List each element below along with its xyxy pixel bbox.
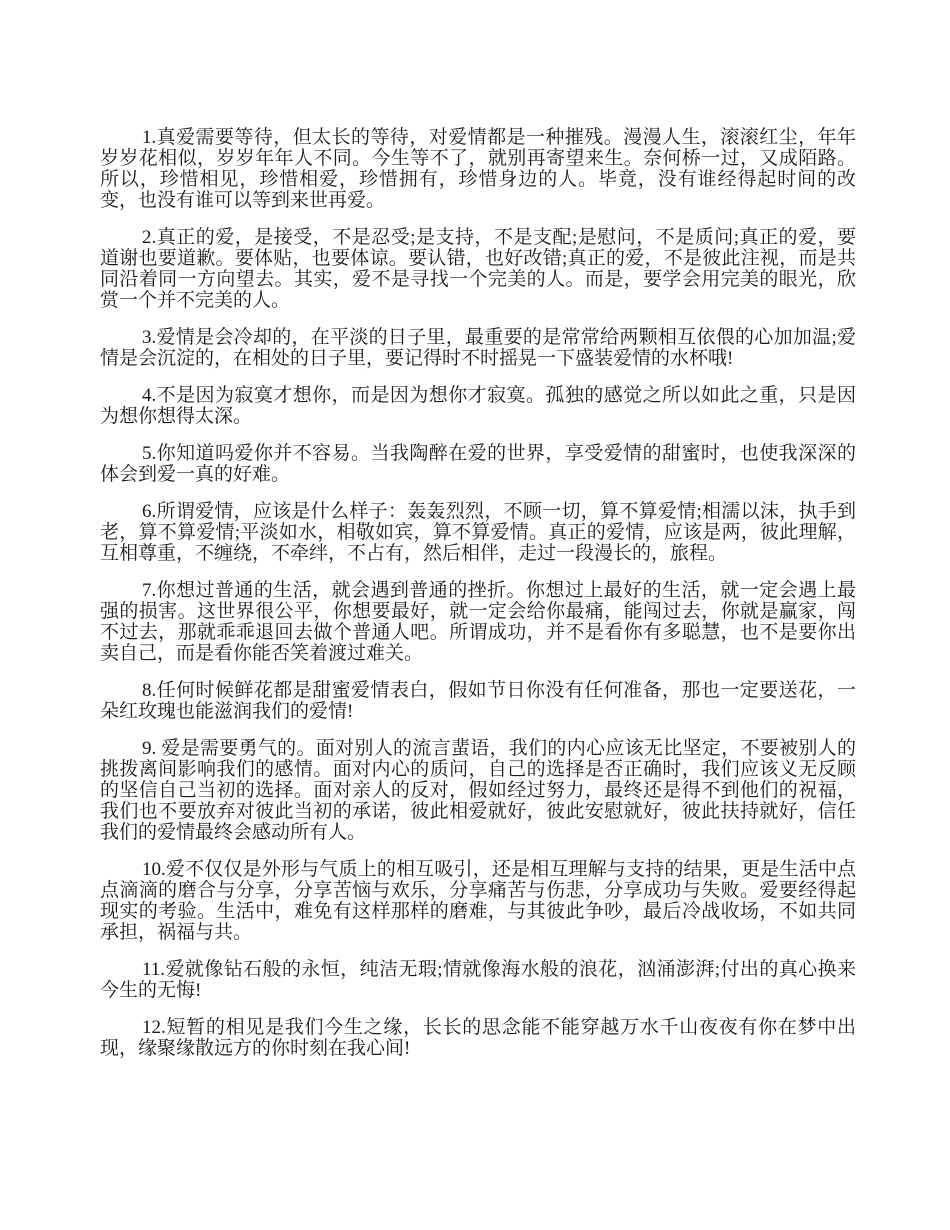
paragraph-3: 3.爱情是会冷却的，在平淡的日子里，最重要的是常常给两颗相互依偎的心加加温;爱情是会沉淀的，在相处的日子里，要记得时不时摇晃一下盛装爱情的水杯哦!	[100, 327, 856, 369]
paragraph-2: 2.真正的爱，是接受，不是忍受;是支持，不是支配;是慰问，不是质问;真正的爱，要道谢也要道歉。要体贴，也要体谅。要认错，也好改错;真正的爱，不是彼此注视，而是共同沿着同一方向望去。其实，爱不是寻找一个完美的人。而是，要学会用完美的眼光，欣赏一个并不完美的人。	[100, 227, 856, 311]
paragraph-10: 10.爱不仅仅是外形与气质上的相互吸引，还是相互理解与支持的结果，更是生活中点点滴滴的磨合与分享，分享苦恼与欢乐，分享痛苦与伤悲，分享成功与失败。爱要经得起现实的考验。生活中，难免有这样那样的磨难，与其彼此争吵，最后冷战收场，不如共同承担，祸福与共。	[100, 859, 856, 943]
paragraph-1: 1.真爱需要等待，但太长的等待，对爱情都是一种摧残。漫漫人生，滚滚红尘，年年岁岁花相似，岁岁年年人不同。今生等不了，就别再寄望来生。奈何桥一过，又成陌路。所以，珍惜相见，珍惜相爱，珍惜拥有，珍惜身边的人。毕竟，没有谁经得起时间的改变，也没有谁可以等到来世再爱。	[100, 127, 856, 211]
document-body	[100, 127, 856, 1059]
paragraph-9: 9. 爱是需要勇气的。面对别人的流言蜚语，我们的内心应该无比坚定，不要被别人的挑拨离间影响我们的感情。面对内心的质问，自己的选择是否正确时，我们应该义无反顾的坚信自己当初的选择。面对亲人的反对，假如经过努力，最终还是得不到他们的祝福，我们也不要放弃对彼此当初的承诺，彼此相爱就好，彼此安慰就好，彼此扶持就好，信任我们的爱情最终会感动所有人。	[100, 738, 856, 843]
paragraph-4: 4.不是因为寂寞才想你，而是因为想你才寂寞。孤独的感觉之所以如此之重，只是因为想你想得太深。	[100, 385, 856, 427]
paragraph-12: 12.短暂的相见是我们今生之缘，长长的思念能不能穿越万水千山夜夜有你在梦中出现，缘聚缘散远方的你时刻在我心间!	[100, 1017, 856, 1059]
paragraph-7: 7.你想过普通的生活，就会遇到普通的挫折。你想过上最好的生活，就一定会遇上最强的损害。这世界很公平，你想要最好，就一定会给你最痛，能闯过去，你就是赢家，闯不过去，那就乖乖退回去做个普通人吧。所谓成功，并不是看你有多聪慧，也不是要你出卖自己，而是看你能否笑着渡过难关。	[100, 580, 856, 664]
paragraph-5: 5.你知道吗爱你并不容易。当我陶醉在爱的世界，享受爱情的甜蜜时，也使我深深的体会到爱一真的好难。	[100, 443, 856, 485]
paragraph-8: 8.任何时候鲜花都是甜蜜爱情表白，假如节日你没有任何准备，那也一定要送花，一朵红玫瑰也能滋润我们的爱情!	[100, 680, 856, 722]
paragraph-11: 11.爱就像钻石般的永恒，纯洁无瑕;情就像海水般的浪花，汹涌澎湃;付出的真心换来今生的无悔!	[100, 959, 856, 1001]
paragraph-6: 6.所谓爱情，应该是什么样子：轰轰烈烈，不顾一切，算不算爱情;相濡以沫，执手到老，算不算爱情;平淡如水，相敬如宾，算不算爱情。真正的爱情，应该是两，彼此理解，互相尊重，不缠绕，不牵绊，不占有，然后相伴，走过一段漫长的，旅程。	[100, 501, 856, 564]
